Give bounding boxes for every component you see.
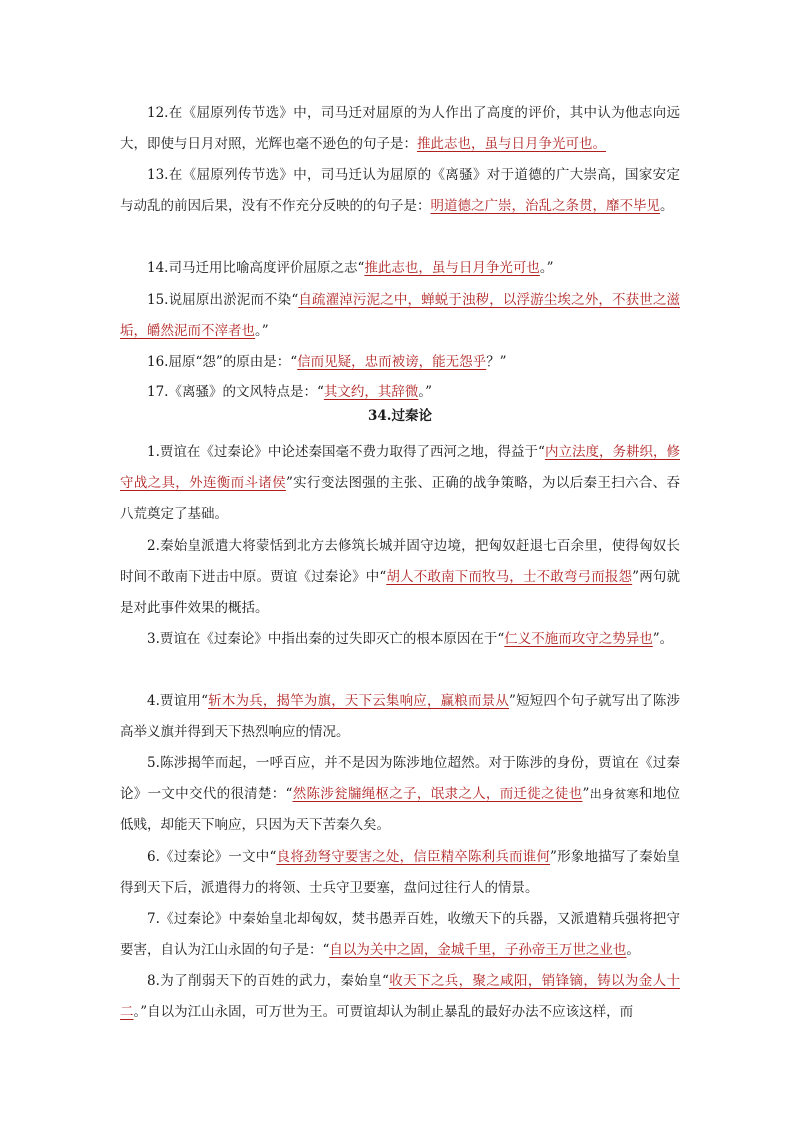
body-text: 6.《过秦论》一文中“	[147, 849, 277, 865]
body-text: 4.贾谊用“	[147, 693, 208, 709]
answer-text: 自以为关中之固，金城千里，子孙帝王万世之业也	[329, 942, 627, 958]
body-text: 14.司马迁用比喻高度评价屈原之志“	[147, 260, 365, 276]
body-text: 17.《离骚》的文风特点是：“	[147, 384, 324, 400]
body-text: ”实行变法图强的主张、正确的战争策略，为以后秦王扫六合、吞八荒奠定了基础。	[120, 475, 681, 522]
paragraph-guoqin-7	[120, 904, 680, 966]
answer-text: 其文约，其辞微	[323, 384, 419, 400]
paragraph-q14	[120, 253, 680, 284]
paragraph-guoqin-4	[120, 686, 680, 748]
answer-text: 斩木为兵，揭竿为旗，天下云集响应，赢粮而景从	[207, 693, 509, 709]
body-text: ”	[582, 786, 590, 802]
answer-text: 然陈涉瓮牖绳枢之子，氓隶之人，而迁徙之徒也	[292, 786, 583, 802]
paragraph-guoqin-2	[120, 531, 680, 624]
body-text: ”短短四个句子就写出了陈涉高举义旗并得到天下热烈响应的情况。	[120, 693, 680, 740]
body-text: ”两句就是对此事件效果的概括。	[120, 569, 681, 616]
answer-text: 信而见疑，忠而被谤，能无怨乎	[297, 354, 487, 370]
answer-text: 明道德之广崇，治乱之条贯，靡不毕见	[430, 198, 660, 214]
body-text: 13.在《屈原列传节选》中，司马迁认为屈原的《离骚》对于道德的广大崇高，国家安定与动乱的前因后果，没有不作充分反映的的句子是：	[120, 167, 680, 214]
answer-text: 收天下之兵，聚之咸阳，销锋镝，铸以为金人十二	[120, 973, 680, 1020]
paragraph-q16	[120, 347, 680, 378]
body-text: ？”	[486, 354, 507, 370]
body-text: 5.陈涉揭竿而起，一呼百应，并不是因为陈涉地位超然。对于陈涉的身份，贾谊在《过秦论》一文中交代的很清楚：“	[120, 755, 680, 802]
answer-text: 自疏濯淖污泥之中，蝉蜕于浊秽，以浮游尘埃之外，不获世之滋垢，皭然泥而不滓者也	[120, 292, 681, 339]
section-heading: 34.过秦论	[368, 408, 432, 424]
paragraph-guoqin-1	[120, 437, 680, 530]
answer-text: 推此志也，虽与日月争光可也	[364, 260, 540, 276]
body-text: 12.在《屈原列传节选》中，司马迁对屈原的为人作出了高度的评价，其中认为他志向远大，即使与日月对照，光辉也毫不逊色的句子是：	[120, 105, 680, 152]
small-note-text: 出身贫寒	[589, 787, 639, 801]
paragraph-q13	[120, 160, 680, 222]
body-text: 7.《过秦论》中秦始皇北却匈奴，焚书愚弄百姓，收缴天下的兵器，又派遣精兵强将把守要害，自认为江山永固的句子是：“	[120, 911, 680, 958]
body-text: 。”	[539, 260, 554, 276]
answer-text: 良将劲弩守要害之处，信臣精卒陈利兵而谁何	[276, 849, 551, 865]
body-text: 16.屈原“怨”的原由是：“	[147, 354, 298, 370]
answer-text: 推此志也，虽与日月争光可也。	[417, 136, 606, 152]
answer-text: 仁义不施而攻守之势异也	[504, 631, 653, 647]
body-text: ”。	[652, 631, 674, 647]
body-text: 。”自以为江山永固，可万世为王。可贾谊却认为制止暴乱的最好办法不应该这样，而	[133, 1004, 634, 1020]
body-text: 。”	[255, 323, 269, 339]
body-text: 1.贾谊在《过秦论》中论述秦国毫不费力取得了西河之地，得益于“	[147, 444, 545, 460]
answer-text: 胡人不敢南下而牧马，士不敢弯弓而报怨	[386, 569, 633, 585]
body-text: 8.为了削弱天下的百姓的武力，秦始皇“	[147, 973, 389, 989]
body-text: 15.说屈原出淤泥而不染“	[147, 292, 299, 308]
paragraph-guoqin-6	[120, 842, 680, 904]
paragraph-guoqin-3	[120, 624, 680, 655]
body-text: 。”	[418, 384, 433, 400]
body-text: 。	[626, 942, 640, 958]
paragraph-guoqin-8	[120, 966, 680, 1028]
paragraph-q15	[120, 285, 680, 347]
answer-text: 内立法度，务耕织，修守战之具，外连衡而斗诸侯	[120, 444, 681, 491]
paragraph-guoqin-5	[120, 748, 680, 841]
body-text: 3.贾谊在《过秦论》中指出秦的过失即灭亡的根本原因在于“	[147, 631, 505, 647]
paragraph-q12	[120, 98, 680, 160]
body-text: 2.秦始皇派遣大将蒙恬到北方去修筑长城并固守边境，把匈奴赶退七百余里，使得匈奴长时间不敢南下进击中原。贾谊《过秦论》中“	[120, 538, 680, 585]
body-text: ”形象地描写了秦始皇得到天下后，派遣得力的将领、士兵守卫要塞，盘问过往行人的情景。	[120, 849, 681, 896]
body-text: 。	[660, 198, 674, 214]
body-text: 和地位低贱，却能天下响应，只因为天下苦秦久矣。	[120, 786, 680, 833]
